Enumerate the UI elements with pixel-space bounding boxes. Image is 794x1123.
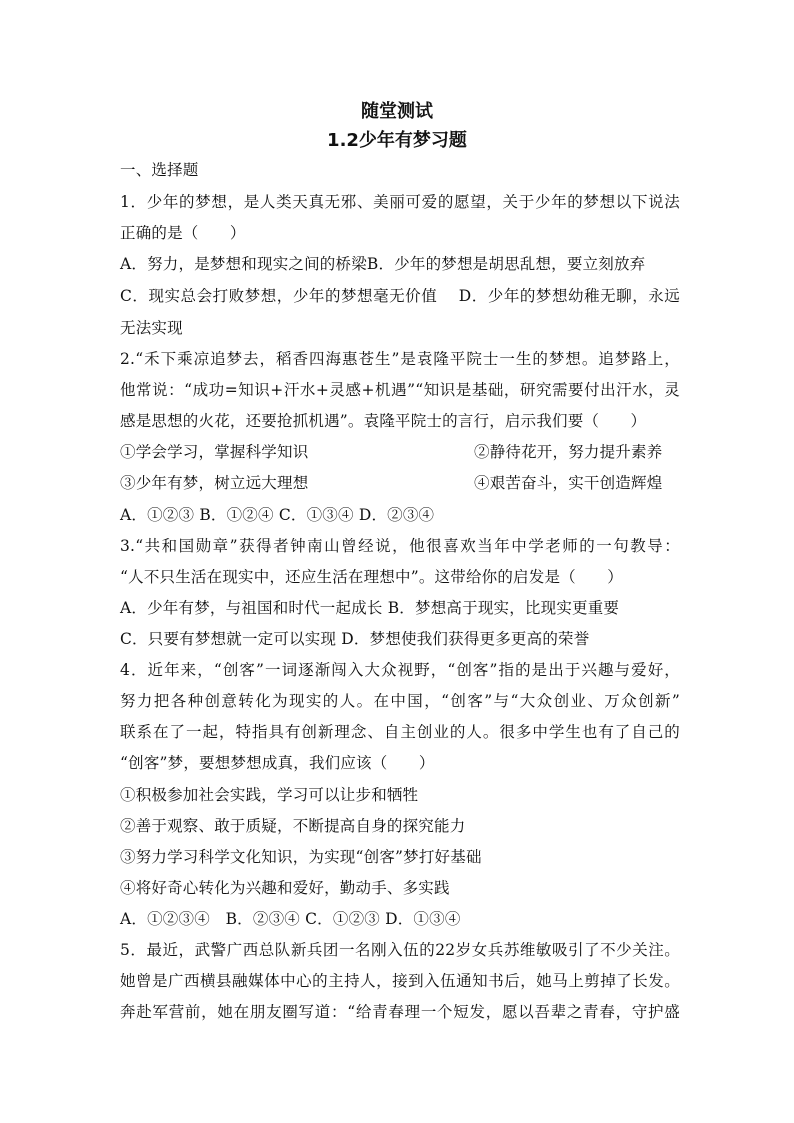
- q5-stem-line-2: 她曾是广西横县融媒体中心的主持人，接到入伍通知书后，她马上剪掉了长发。: [120, 972, 680, 990]
- q3-options-cd: C．只要有梦想就一定可以实现 D．梦想使我们获得更多更高的荣誉: [120, 630, 590, 648]
- q2-item-2: ②静待花开，努力提升素养: [474, 443, 663, 461]
- q4-item-4: ④将好奇心转化为兴趣和爱好，勤动手、多实践: [120, 879, 450, 897]
- q3-options-ab: A．少年有梦，与祖国和时代一起成长 B．梦想高于现实，比现实更重要: [120, 599, 620, 617]
- q2-item-3: ③少年有梦，树立远大理想: [120, 474, 309, 492]
- q3-stem-line-1: 3.“共和国勋章”获得者钟南山曾经说，他很喜欢当年中学老师的一句教导：: [120, 537, 680, 555]
- q1-stem-line-2: 正确的是（ ）: [120, 224, 246, 242]
- q2-stem-line-2: 他常说：“成功=知识+汗水+灵感+机遇”“知识是基础，研究需要付出汗水，灵: [120, 381, 680, 399]
- q1-options-ab: A．努力，是梦想和现实之间的桥梁B．少年的梦想是胡思乱想，要立刻放弃: [120, 255, 646, 273]
- doc-subtitle: 1.2少年有梦习题: [327, 130, 467, 151]
- q3-stem-line-2: “人不只生活在现实中，还应生活在理想中”。这带给你的启发是（ ）: [120, 568, 623, 586]
- q2-item-1: ①学会学习，掌握科学知识: [120, 443, 309, 461]
- q1-options-cd: C．现实总会打败梦想，少年的梦想毫无价值 D．少年的梦想幼稚无聊，永远: [120, 287, 680, 305]
- q2-options: A．①②③ B．①②④ C．①③④ D．②③④: [120, 506, 435, 524]
- doc-title: 随堂测试: [361, 101, 433, 122]
- q1-stem-line-1: 1．少年的梦想，是人类天真无邪、美丽可爱的愿望，关于少年的梦想以下说法: [120, 193, 680, 211]
- q4-item-1: ①积极参加社会实践，学习可以让步和牺牲: [120, 786, 419, 804]
- q4-stem-line-4: “创客”梦，要想梦想成真，我们应该（ ）: [120, 754, 435, 772]
- q5-stem-line-3: 奔赴军营前，她在朋友圈写道：“给青春理一个短发，愿以吾辈之青春，守护盛: [120, 1003, 680, 1021]
- q4-stem-line-2: 努力把各种创意转化为现实的人。在中国，“创客”与“大众创业、万众创新”: [120, 692, 680, 710]
- q4-stem-line-1: 4．近年来，“创客”一词逐渐闯入大众视野，“创客”指的是出于兴趣与爱好，: [120, 661, 680, 679]
- q1-option-d-cont: 无法实现: [120, 319, 183, 337]
- q4-stem-line-3: 联系在了一起，特指具有创新理念、自主创业的人。很多中学生也有了自己的: [120, 723, 680, 741]
- q5-stem-line-1: 5．最近，武警广西总队新兵团一名刚入伍的22岁女兵苏维敏吸引了不少关注。: [120, 941, 680, 959]
- section-heading: 一、选择题: [120, 161, 199, 179]
- q4-options: A．①②③④ B．②③④ C．①②③ D．①③④: [120, 910, 461, 928]
- q2-stem-line-1: 2.“禾下乘凉追梦去，稻香四海惠苍生”是袁隆平院士一生的梦想。追梦路上，: [120, 350, 680, 368]
- q2-stem-line-3: 感是思想的火花，还要抢抓机遇”。袁隆平院士的言行，启示我们要（ ）: [120, 412, 647, 430]
- q4-item-3: ③努力学习科学文化知识，为实现“创客”梦打好基础: [120, 848, 482, 866]
- q2-item-4: ④艰苦奋斗，实干创造辉煌: [474, 474, 663, 492]
- q4-item-2: ②善于观察、敢于质疑，不断提高自身的探究能力: [120, 817, 466, 835]
